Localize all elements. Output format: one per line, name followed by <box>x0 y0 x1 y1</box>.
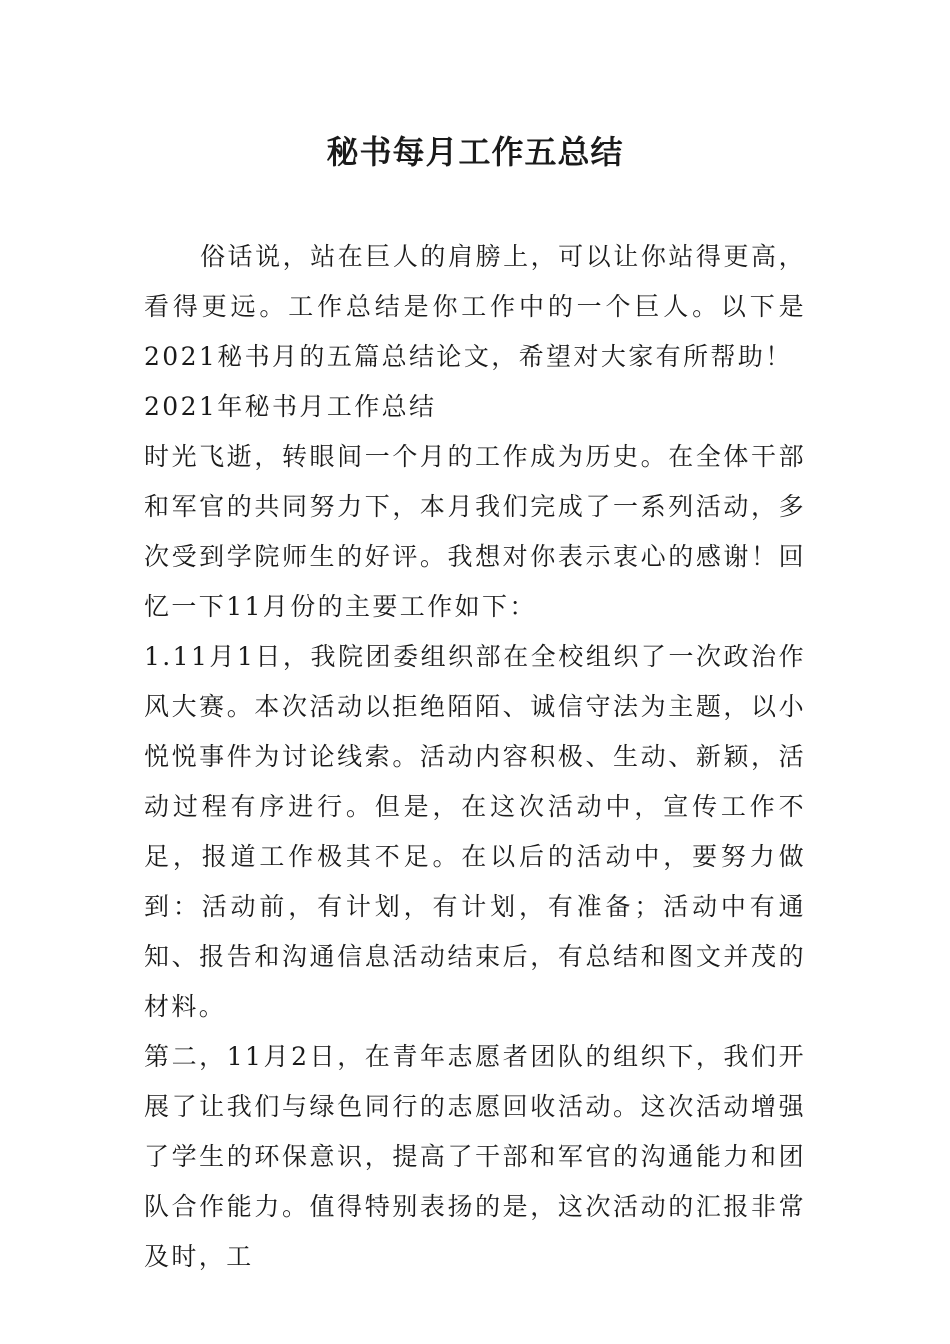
section-heading: 2021年秘书月工作总结 <box>144 392 437 421</box>
body-paragraph: 时光飞逝，转眼间一个月的工作成为历史。在全体干部和军官的共同努力下，本月我们完成了一系列活动，多次受到学院师生的好评。我想对你表示衷心的感谢！回忆一下11月份的主要工作如下： <box>144 442 806 621</box>
document-body <box>144 232 806 1282</box>
body-paragraph: 第二，11月2日，在青年志愿者团队的组织下，我们开展了让我们与绿色同行的志愿回收活动。这次活动增强了学生的环保意识，提高了干部和军官的沟通能力和团队合作能力。值得特别表扬的是，这次活动的汇报非常及时，工 <box>144 1042 806 1271</box>
document-title: 秘书每月工作五总结 <box>326 133 624 171</box>
body-paragraph: 1.11月1日，我院团委组织部在全校组织了一次政治作风大赛。本次活动以拒绝陌陌、诚信守法为主题，以小悦悦事件为讨论线索。活动内容积极、生动、新颖，活动过程有序进行。但是，在这次活动中，宣传工作不足，报道工作极其不足。在以后的活动中，要努力做到：活动前，有计划，有计划，有准备；活动中有通知、报告和沟通信息活动结束后，有总结和图文并茂的材料。 <box>144 642 806 1021</box>
intro-paragraph: 俗话说，站在巨人的肩膀上，可以让你站得更高，看得更远。工作总结是你工作中的一个巨人。以下是2021秘书月的五篇总结论文，希望对大家有所帮助！ <box>144 242 806 371</box>
